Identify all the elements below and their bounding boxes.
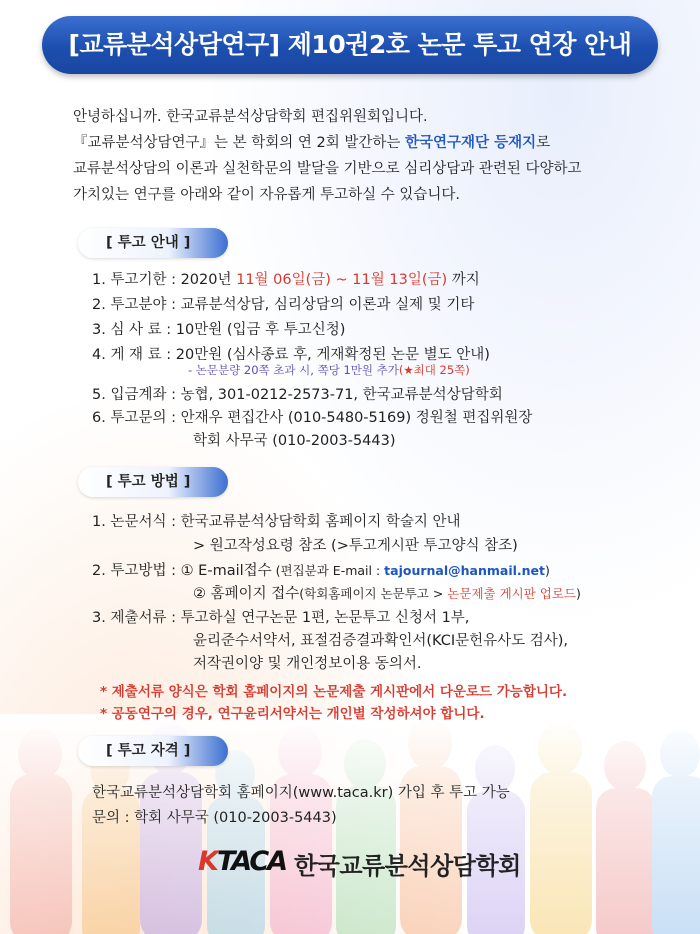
guide-contact-office: 학회 사무국 (010-2003-5443) bbox=[193, 433, 396, 449]
guide-deadline bbox=[92, 268, 480, 289]
warning-joint-research: * 공동연구의 경우, 연구윤리서약서는 개인별 작성하셔야 합니다. bbox=[100, 706, 485, 722]
web-submission-label: ② 홈페이지 접수 bbox=[193, 586, 300, 602]
qualification-membership: 한국교류분석상담학회 홈페이지(www.taca.kr) 가입 후 투고 가능 bbox=[92, 785, 510, 801]
logo-k: K bbox=[198, 846, 217, 877]
section-header-qualification-label: [ 투고 자격 ] bbox=[106, 743, 191, 759]
method-submission-web bbox=[193, 582, 581, 603]
page-title: [교류분석상담연구] 제10권2호 논문 투고 연장 안내 bbox=[68, 30, 632, 59]
intro-line-4: 가치있는 연구를 아래와 같이 자유롭게 투고하실 수 있습니다. bbox=[73, 187, 461, 203]
ktaca-logo-mark bbox=[198, 846, 286, 877]
logo-taca: TACA bbox=[216, 846, 287, 877]
section-header-qualification bbox=[78, 736, 228, 766]
intro-line-2-tail: 로 bbox=[536, 135, 551, 151]
journal-status-highlight: 한국연구재단 등재지 bbox=[405, 135, 537, 151]
qualification-contact: 문의 : 학회 사무국 (010-2003-5443) bbox=[92, 810, 337, 826]
section-header-guide bbox=[78, 228, 228, 258]
web-submission-close: ) bbox=[576, 586, 581, 601]
society-name: 한국교류분석상담학회 bbox=[294, 852, 521, 880]
guide-publication-fee: 4. 게 재 료 : 20만원 (심사종료 후, 게재확정된 논문 별도 안내) bbox=[92, 347, 490, 363]
web-submission-board: 논문제출 게시판 업로드 bbox=[447, 586, 576, 601]
method-format: 1. 논문서식 : 한국교류분석상담학회 홈페이지 학술지 안내 bbox=[92, 514, 461, 530]
method-documents: 3. 제출서류 : 투고하실 연구논문 1편, 논문투고 신청서 1부, bbox=[92, 610, 470, 626]
intro-line-2-text: 『교류분석상담연구』는 본 학회의 연 2회 발간하는 bbox=[73, 135, 406, 151]
method-documents-3: 저작권이양 및 개인정보이용 동의서. bbox=[193, 656, 422, 672]
guide-field: 2. 투고분야 : 교류분석상담, 심리상담의 이론과 실제 및 기타 bbox=[92, 297, 475, 313]
journal-email-link[interactable]: tajournal@hanmail.net bbox=[384, 563, 545, 578]
deadline-label: 1. 투고기한 : 2020년 bbox=[92, 272, 237, 288]
method-documents-2: 윤리준수서약서, 표절검증결과확인서(KCI문헌유사도 검사), bbox=[193, 633, 569, 649]
method-submission-email bbox=[92, 559, 550, 580]
intro-line-1: 안녕하십니까. 한국교류분석상담학회 편집위원회입니다. bbox=[73, 109, 428, 125]
intro-line-2 bbox=[73, 130, 653, 156]
intro-line-3: 교류분석상담의 이론과 실천학문의 발달을 기반으로 심리상담과 관련된 다양하고 bbox=[73, 161, 582, 177]
society-logo bbox=[198, 846, 528, 880]
web-submission-desc: (학회홈페이지 논문투고 > bbox=[299, 586, 448, 601]
page-note-text: - 논문분량 20쪽 초과 시, 쪽당 1만원 추가 bbox=[188, 363, 399, 377]
section-header-method bbox=[78, 467, 228, 497]
warning-download: * 제출서류 양식은 학회 홈페이지의 논문제출 게시판에서 다운로드 가능합니다. bbox=[100, 684, 568, 700]
guide-review-fee: 3. 심 사 료 : 10만원 (입금 후 투고신청) bbox=[92, 322, 346, 338]
email-submission-desc: (편집분과 E-mail : bbox=[271, 563, 385, 578]
guide-page-note bbox=[188, 362, 470, 378]
intro-paragraph bbox=[73, 104, 653, 208]
section-header-guide-label: [ 투고 안내 ] bbox=[106, 235, 191, 251]
email-submission-close: ) bbox=[544, 563, 550, 578]
guide-contact: 6. 투고문의 : 안재우 편집간사 (010-5480-5169) 정원철 편집위원장 bbox=[92, 410, 533, 426]
method-format-ref: > 원고작성요령 참조 (>투고게시판 투고양식 참조) bbox=[193, 538, 518, 554]
email-submission-label: 2. 투고방법 : ① E-mail접수 bbox=[92, 563, 272, 579]
deadline-dates: 11월 06일(금) ~ 11월 13일(금) bbox=[236, 272, 448, 288]
section-header-method-label: [ 투고 방법 ] bbox=[106, 474, 191, 490]
page-note-max: (★최대 25쪽) bbox=[398, 363, 470, 377]
deadline-tail: 까지 bbox=[447, 272, 480, 288]
guide-account: 5. 입금계좌 : 농협, 301-0212-2573-71, 한국교류분석상담학회 bbox=[92, 387, 503, 403]
title-banner bbox=[42, 16, 658, 74]
